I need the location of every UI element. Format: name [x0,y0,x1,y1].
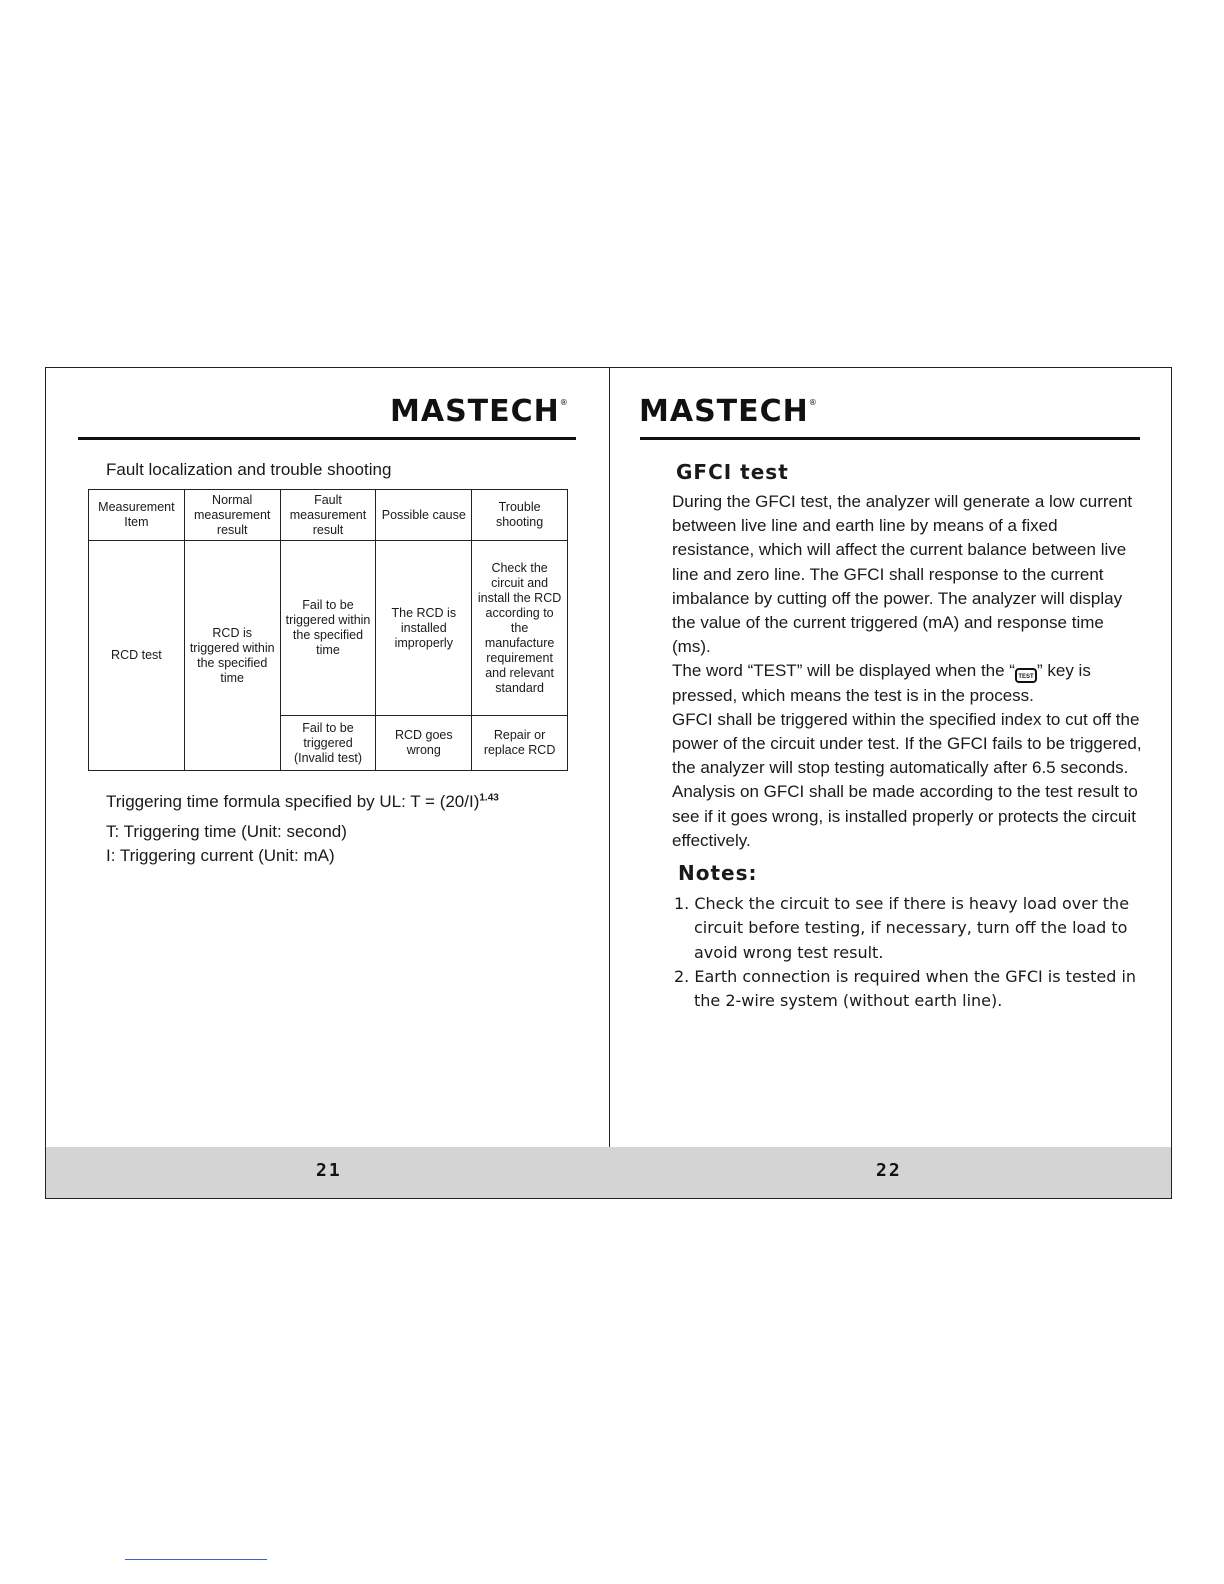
header-cell: Fault measurement result [280,490,376,541]
gfci-description [672,490,1142,853]
note-item: 2. Earth connection is required when the GFCI is tested in the 2-wire system (without earth line). [674,966,1137,1011]
header-cell: Normal measurement result [184,490,280,541]
page-number-left: 21 [316,1160,342,1181]
gfci-heading: GFCI test [676,460,789,484]
definition-i: I: Triggering current (Unit: mA) [106,846,335,865]
gfci-paragraph-1: During the GFCI test, the analyzer will generate a low current between live line and earth line by means of a fixed resistance, which will affect the current balance between live line and zero line. The GFCI shall response to the current imbalance by cutting off the power. The analyzer will display the value of the current triggered (mA) and response time (ms). [672,492,1133,657]
bottom-link-line [125,1559,267,1560]
test-key-icon: TEST [1015,668,1037,683]
brand-logo-right: MASTECH® [639,394,818,429]
header-rule-left [78,437,576,440]
gfci-paragraph-3: GFCI shall be triggered within the specified index to cut off the power of the circuit under test. If the GFCI fails to be triggered, the analyzer will stop testing automatically after 6.5 seconds. Analysis on GFCI shall be made according to the test result to see if it goes wrong, is installed properly or protects the circuit effectively. [672,709,1142,850]
section-title: Fault localization and trouble shooting [106,460,392,479]
page-divider [609,368,610,1148]
page-number-right: 22 [876,1160,902,1181]
normal-result-cell: RCD is triggered within the specified time [184,541,280,771]
formula: Triggering time formula specified by UL: $T = (20/I)^{1.43}$ [106,792,499,811]
notes-list [674,892,1144,1013]
fault-cell: Fail to be triggered within the specified time [280,541,376,716]
cause-cell: RCD goes wrong [376,716,472,771]
header-cell: Trouble shooting [472,490,568,541]
item-cell: RCD test [89,541,185,771]
table-header-row [89,490,568,541]
gfci-paragraph-2: The word “TEST” will be displayed when the “ TEST ” key is pressed, which means the test is in the process. [672,661,1091,705]
brand-logo-left: MASTECH® [390,394,569,429]
fault-cell: Fail to be triggered (Invalid test) [280,716,376,771]
fix-cell: Check the circuit and install the RCD according to the manufacture requirement and relevant standard [472,541,568,716]
note-item: 1. Check the circuit to see if there is heavy load over the circuit before testing, if necessary, turn off the load to avoid wrong test result. [674,894,1130,962]
page-footer [46,1147,1171,1198]
header-rule-right [640,437,1140,440]
header-cell: Measurement Item [89,490,185,541]
definition-t: T: Triggering time (Unit: second) [106,822,347,841]
fix-cell: Repair or replace RCD [472,716,568,771]
fault-table [88,489,568,771]
table-row [89,541,568,716]
formula-exponent: 1.43 [479,792,499,804]
manual-spread [45,367,1172,1199]
notes-heading: Notes: [678,861,758,885]
cause-cell: The RCD is installed improperly [376,541,472,716]
header-cell: Possible cause [376,490,472,541]
